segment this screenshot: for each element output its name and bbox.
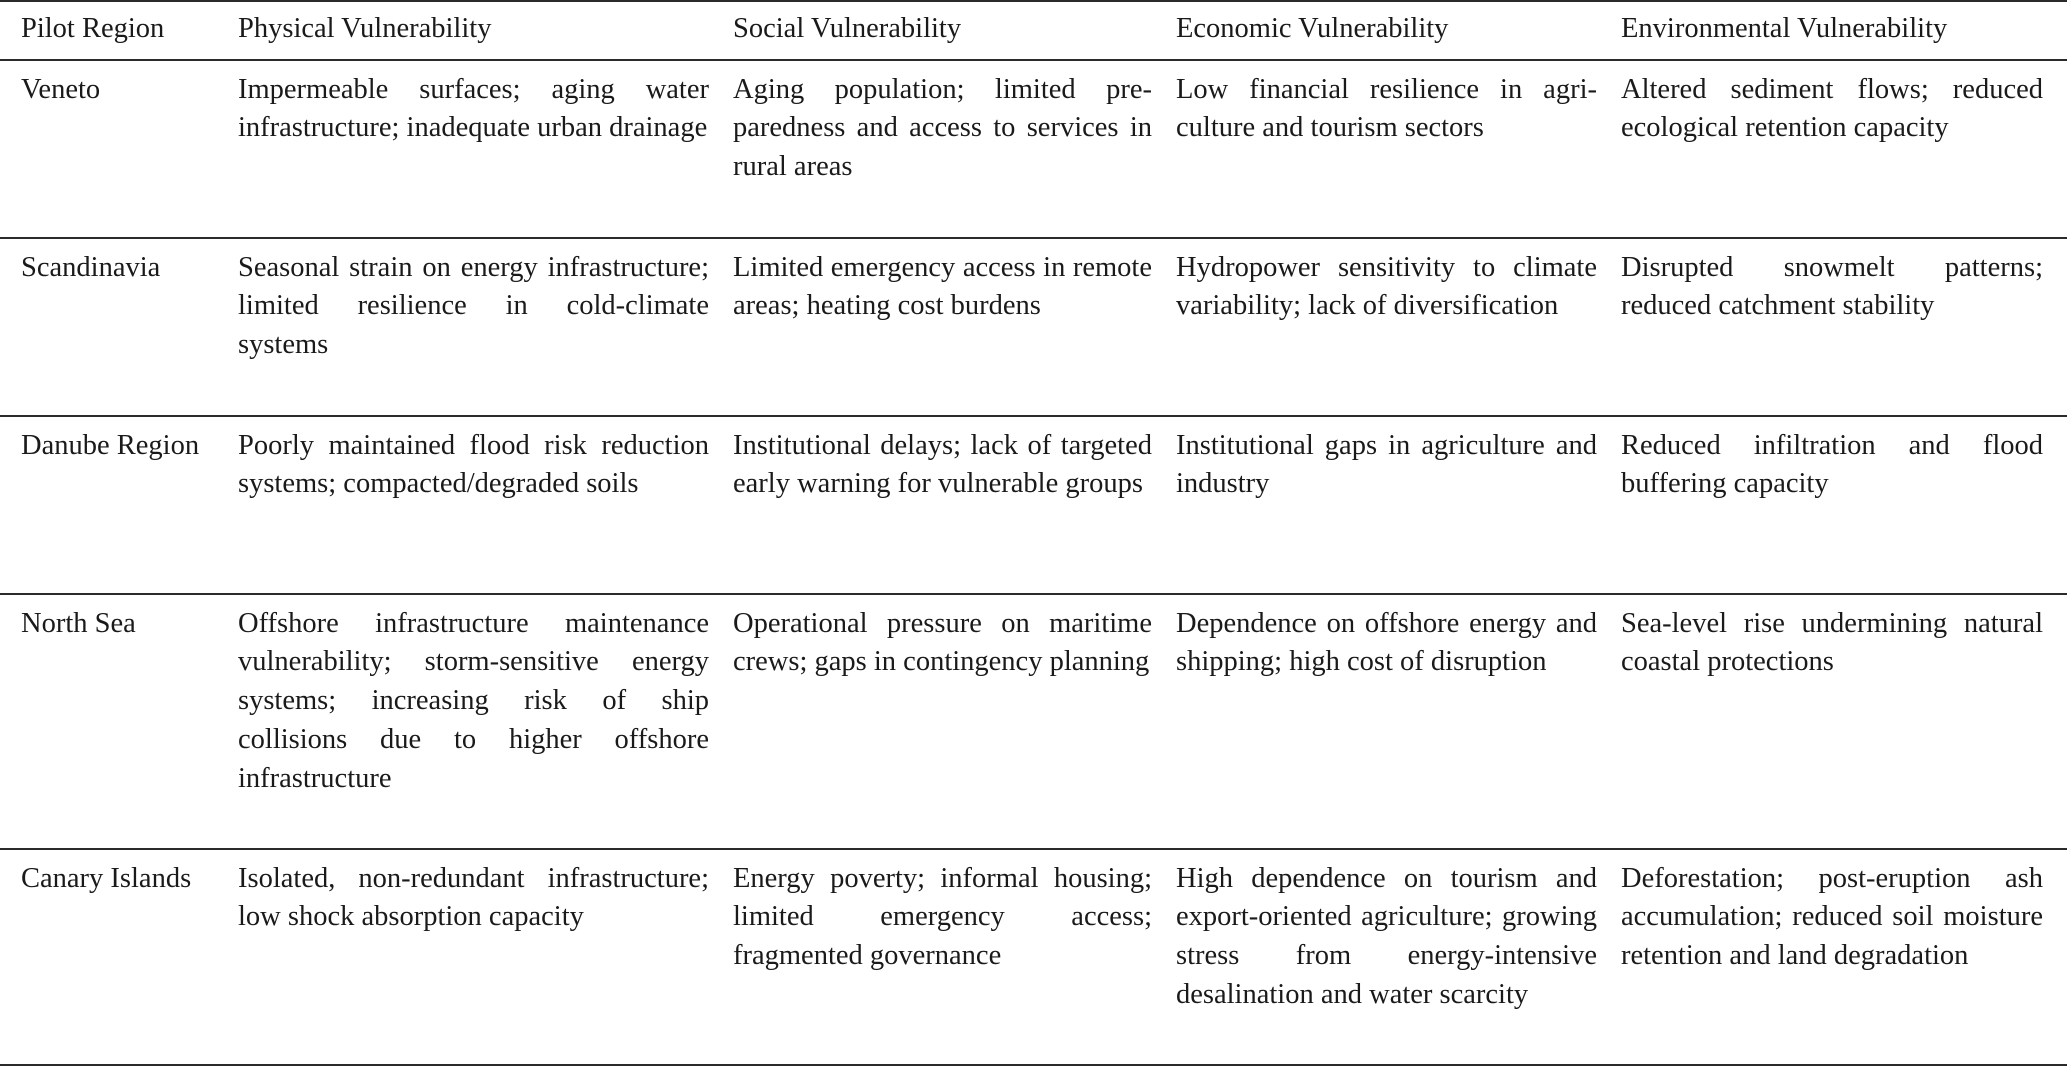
cell-social: Aging population; limited preparedness and access to services in rural areas <box>733 73 1152 183</box>
cell-environmental: Disrupted snowmelt patterns; reduced catchment stability <box>1621 251 2043 322</box>
table-row <box>0 238 2067 416</box>
header-environmental-vulnerability: Environmental Vulnerability <box>1621 13 1948 44</box>
cell-physical: Impermeable surfaces; aging water infrastructure; inadequate urban drainage <box>238 73 709 144</box>
cell-environmental: Sea-level rise undermining natural coastal protections <box>1621 607 2043 678</box>
table-body <box>0 60 2067 1065</box>
header-pilot-region: Pilot Region <box>21 13 165 44</box>
header-physical-vulnerability: Physical Vulnerability <box>238 13 492 44</box>
table-row <box>0 416 2067 594</box>
cell-physical: Seasonal strain on energy infrastructure; limited resilience in cold-climate systems <box>238 251 709 361</box>
table-header <box>0 1 2067 60</box>
cell-economic: High dependence on tourism and export-oriented agriculture; growing stress from energy-intensive desalination and water scarcity <box>1176 862 1597 1010</box>
cell-region: Veneto <box>21 73 101 105</box>
cell-economic: Dependence on offshore energy and shipping; high cost of disruption <box>1176 607 1597 678</box>
cell-economic: Institutional gaps in agriculture and industry <box>1176 429 1597 500</box>
cell-social: Institutional delays; lack of targeted early warning for vulnerable groups <box>733 429 1152 500</box>
cell-environmental: Altered sediment flows; reduced ecological retention capacity <box>1621 73 2043 144</box>
cell-region: Canary Islands <box>21 862 192 894</box>
cell-region: Scandinavia <box>21 251 161 283</box>
cell-environmental: Deforestation; post-eruption ash accumulation; reduced soil moisture retention and land degradation <box>1621 862 2043 972</box>
cell-physical: Offshore infrastructure maintenance vulnerability; storm-sensitive energy systems; increasing risk of ship collisions due to higher offshore infrastructure <box>238 607 709 794</box>
header-economic-vulnerability: Economic Vulnerability <box>1176 13 1449 44</box>
cell-economic: Low financial resilience in agriculture and tourism sectors <box>1176 73 1597 144</box>
table-row <box>0 60 2067 238</box>
cell-economic: Hydropower sensitivity to climate variability; lack of diversification <box>1176 251 1597 322</box>
table-row <box>0 849 2067 1065</box>
table-row <box>0 594 2067 849</box>
header-row <box>0 1 2067 60</box>
cell-social: Operational pressure on maritime crews; gaps in contingency planning <box>733 607 1152 678</box>
header-social-vulnerability: Social Vulnerability <box>733 13 962 44</box>
cell-region: Danube Region <box>21 429 200 461</box>
cell-region: North Sea <box>21 607 136 639</box>
cell-social: Limited emergency access in remote areas; heating cost burdens <box>733 251 1152 322</box>
cell-physical: Poorly maintained flood risk reduction systems; compacted/degraded soils <box>238 429 709 500</box>
cell-physical: Isolated, non-redundant infrastructure; low shock absorption capacity <box>238 862 709 933</box>
cell-social: Energy poverty; informal housing; limited emergency access; fragmented governance <box>733 862 1152 972</box>
cell-environmental: Reduced infiltration and flood buffering capacity <box>1621 429 2043 500</box>
